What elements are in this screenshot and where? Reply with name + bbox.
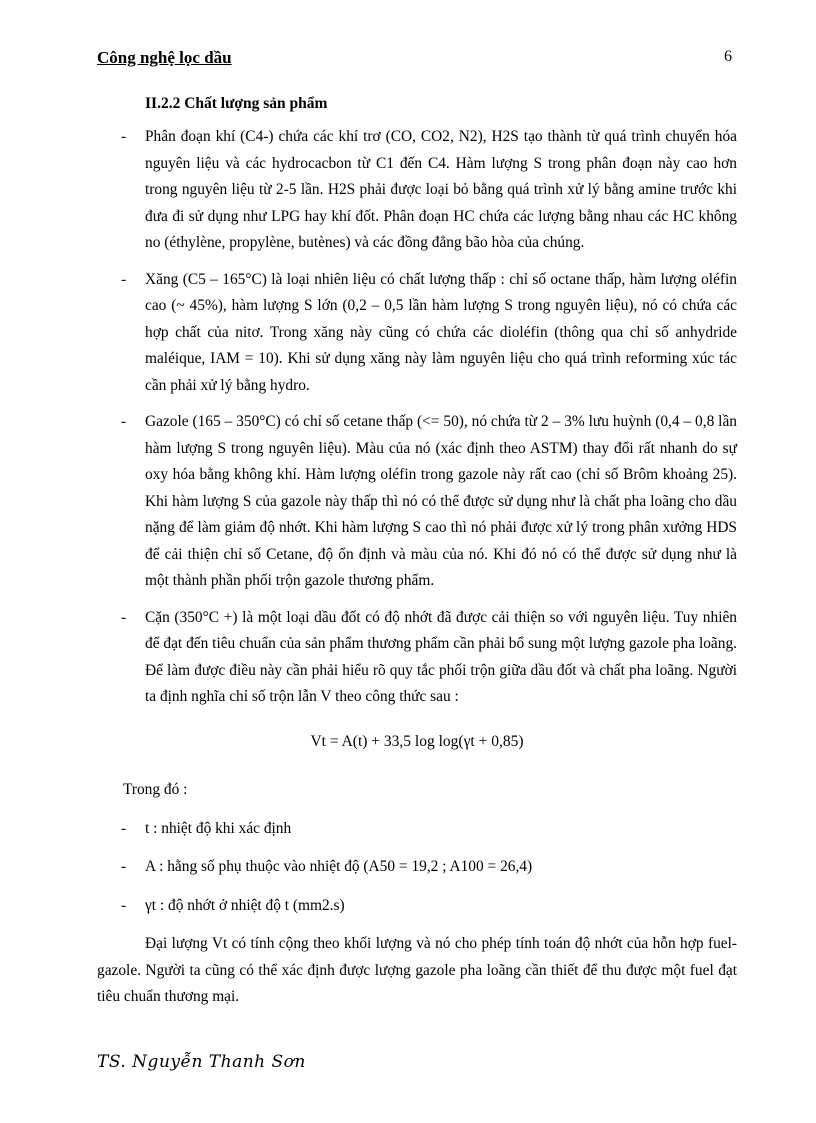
bullet-text: Phân đoạn khí (C4-) chứa các khí trơ (CO, CO2, N2), H2S tạo thành từ quá trình chuyển hóa nguyên liệu và các hydrocacbon từ C1 đến C4. Hàm lượng S trong phân đoạn này cao hơn trong nguyên liệu từ 2-5 lần. H2S phải được loại bỏ bằng quá trình xử lý bằng amine trước khi đưa đi sử dụng như LPG hay khí đốt. Phân đoạn HC chứa các lượng bằng nhau các HC không no (éthylène, propylène, butènes) và các đồng đẳng bão hòa của chúng. <box>145 128 737 251</box>
author-footer: TS. Nguyễn Thanh Sơn <box>97 1052 306 1072</box>
header-title: Công nghệ lọc dầu <box>97 48 232 67</box>
blending-formula: Vt = A(t) + 33,5 log log(γt + 0,85) <box>310 732 524 750</box>
definition-item: - t : nhiệt độ khi xác định <box>121 819 292 837</box>
bullet-gazole: - Gazole (165 – 350°C) có chỉ số cetane thấp (<= 50), nó chứa từ 2 – 3% lưu huỳnh (0,4 – 0,8 lần hàm lượng S trong nguyên liệu). Màu của nó (xác định theo ASTM) thay đổi rất nhanh do sự oxy hóa bằng không khí. Hàm lượng oléfin trong gazole này rất cao (chỉ số Brôm khoảng 25). Khi hàm lượng S của gazole này thấp thì nó có thể được sử dụng như là chất pha loãng cho dầu nặng để làm giảm độ nhớt. Khi hàm lượng S cao thì nó phải được xử lý trong phân xưởng HDS để cải thiện chỉ số Cetane, độ ổn định và màu của nó. Khi đó nó có thể được sử dụng như là một thành phần phối trộn gazole thương phẩm. <box>121 413 737 589</box>
bullet-residue: - Cặn (350°C +) là một loại dầu đốt có độ nhớt đã được cải thiện so với nguyên liệu. Tuy nhiên để đạt đến tiêu chuẩn của sản phẩm thương phẩm cần phải bổ sung một lượng gazole pha loãng. Để làm được điều này cần phải hiểu rõ quy tắc phối trộn giữa dầu đốt và chất pha loãng. Người ta định nghĩa chỉ số trộn lẫn V theo công thức sau : <box>121 608 737 705</box>
bullet-gas-fraction: - Phân đoạn khí (C4-) chứa các khí trơ (CO, CO2, N2), H2S tạo thành từ quá trình chuyển hóa nguyên liệu và các hydrocacbon từ C1 đến C4. Hàm lượng S trong phân đoạn này cao hơn trong nguyên liệu từ 2-5 lần. H2S phải được loại bỏ bằng quá trình xử lý bằng amine trước khi đưa đi sử dụng như LPG hay khí đốt. Phân đoạn HC chứa các lượng bằng nhau các HC không no (éthylène, propylène, butènes) và các đồng đẳng bão hòa của chúng. <box>121 128 737 251</box>
where-label: Trong đó : <box>123 781 188 798</box>
definition-text: γt : độ nhớt ở nhiệt độ t (mm2.s) <box>145 896 345 914</box>
bullet-text: Gazole (165 – 350°C) có chỉ số cetane thấp (<= 50), nó chứa từ 2 – 3% lưu huỳnh (0,4 – 0,8 lần hàm lượng S trong nguyên liệu). Màu của nó (xác định theo ASTM) thay đổi rất nhanh do sự oxy hóa bằng không khí. Hàm lượng oléfin trong gazole này rất cao (chỉ số Brôm khoảng 25). Khi hàm lượng S của gazole này thấp thì nó có thể được sử dụng như là chất pha loãng cho dầu nặng để làm giảm độ nhớt. Khi hàm lượng S cao thì nó phải được xử lý trong phân xưởng HDS để cải thiện chỉ số Cetane, độ ổn định và màu của nó. Khi đó nó có thể được sử dụng như là một thành phần phối trộn gazole thương phẩm. <box>145 413 737 589</box>
section-title: II.2.2 Chất lượng sản phẩm <box>145 95 328 112</box>
page-number: 6 <box>724 48 732 65</box>
body-content <box>97 124 737 1011</box>
definition-text: t : nhiệt độ khi xác định <box>145 819 292 837</box>
bullet-text: Cặn (350°C +) là một loại dầu đốt có độ nhớt đã được cải thiện so với nguyên liệu. Tuy nhiên để đạt đến tiêu chuẩn của sản phẩm thương phẩm cần phải bổ sung một lượng gazole pha loãng. Để làm được điều này cần phải hiểu rõ quy tắc phối trộn giữa dầu đốt và chất pha loãng. Người ta định nghĩa chỉ số trộn lẫn V theo công thức sau : <box>145 608 737 705</box>
final-paragraph: Đại lượng Vt có tính cộng theo khối lượng và nó cho phép tính toán độ nhớt của hỗn hợp fuel-gazole. Người ta cũng có thể xác định được lượng gazole pha loãng cần thiết để thu được một fuel đạt tiêu chuẩn thương mại. <box>97 935 737 1005</box>
definition-item: - A : hằng số phụ thuộc vào nhiệt độ (A50 = 19,2 ; A100 = 26,4) <box>121 858 533 875</box>
definition-item: - γt : độ nhớt ở nhiệt độ t (mm2.s) <box>121 896 345 914</box>
bullet-text: Xăng (C5 – 165°C) là loại nhiên liệu có chất lượng thấp : chỉ số octane thấp, hàm lượng oléfin cao (~ 45%), hàm lượng S lớn (0,2 – 0,5 lần hàm lượng S trong nguyên liệu), nó có chứa các hợp chất của nitơ. Trong xăng này cũng có chứa các dioléfin (thông qua chỉ số anhydride maléique, IAM = 10). Khi sử dụng xăng này làm nguyên liệu cho quá trình reforming xúc tác cần phải xử lý bằng hydro. <box>145 270 737 394</box>
definition-text: A : hằng số phụ thuộc vào nhiệt độ (A50 = 19,2 ; A100 = 26,4) <box>145 858 533 875</box>
bullet-gasoline: - Xăng (C5 – 165°C) là loại nhiên liệu có chất lượng thấp : chỉ số octane thấp, hàm lượng oléfin cao (~ 45%), hàm lượng S lớn (0,2 – 0,5 lần hàm lượng S trong nguyên liệu), nó có chứa các hợp chất của nitơ. Trong xăng này cũng có chứa các dioléfin (thông qua chỉ số anhydride maléique, IAM = 10). Khi sử dụng xăng này làm nguyên liệu cho quá trình reforming xúc tác cần phải xử lý bằng hydro. <box>121 270 737 394</box>
